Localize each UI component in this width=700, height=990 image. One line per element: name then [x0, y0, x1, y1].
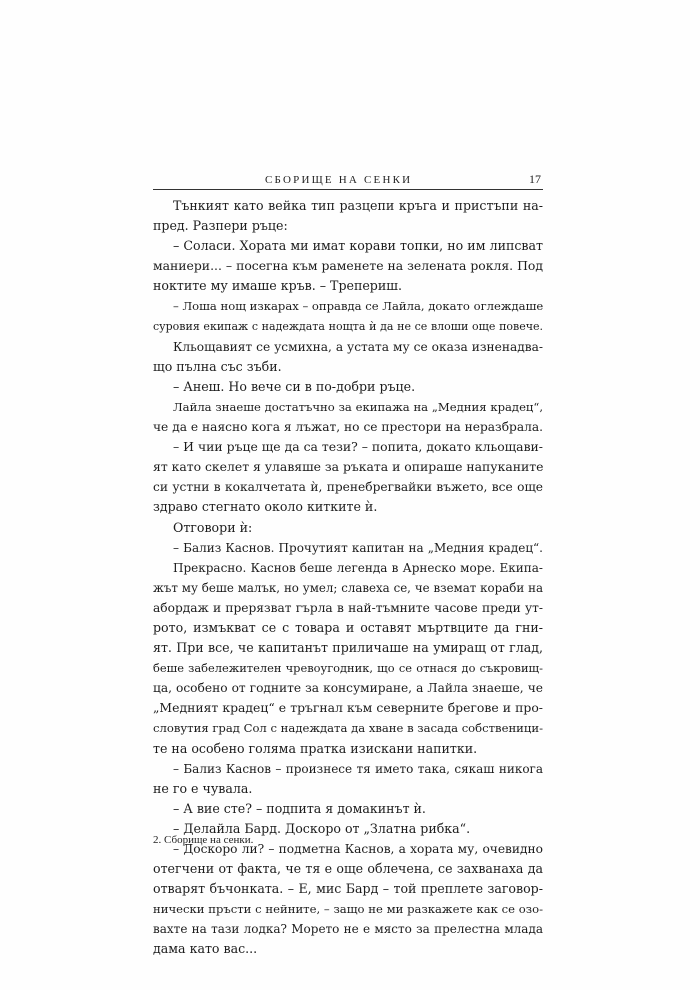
text-line: не го е чувала.	[153, 780, 253, 796]
text-line: – Лоша нощ изкарах – оправда се Лайла, докато оглеждаше	[173, 299, 544, 314]
header-rule	[153, 189, 543, 190]
text-line: нически пръсти с нейните, – защо не ми разкажете как се озо-	[153, 902, 543, 917]
text-line: жът му беше малък, но умел; славеха се, че вземат кораби на	[153, 580, 543, 595]
text-line: – Делайла Бард. Доскоро от „Златна рибка“.	[173, 820, 471, 836]
text-line: – Бализ Каснов – произнесе тя името така, сякаш никога	[173, 761, 543, 776]
text-line: дама като вас...	[153, 941, 258, 957]
text-line: здраво стегнато около китките ѝ.	[153, 499, 378, 515]
text-line: словутия град Сол с надеждата да хване в засада собственици-	[153, 721, 543, 736]
text-line: те на особено голяма пратка изискани напитки.	[153, 740, 478, 756]
text-line: „Медният крадец“ е тръгнал към северните брегове и про-	[153, 700, 543, 716]
text-line: ца, особено от годните за консумиране, а Лайла знаеше, че	[153, 681, 543, 696]
text-line: Прекрасно. Каснов беше легенда в Арнеско море. Екипа-	[173, 560, 543, 575]
running-title: СБОРИЩЕ НА СЕНКИ	[265, 174, 413, 186]
text-line: що пълна със зъби.	[153, 358, 282, 374]
text-line: Тънкият като вейка тип разцепи кръга и пристъпи на-	[173, 198, 543, 213]
text-line: че да е наясно кога я лъжат, но се престори на неразбрала.	[153, 420, 543, 435]
text-line: маниери... – посегна към раменете на зелената рокля. Под	[153, 258, 543, 274]
text-line: отварят бъчонката. – Е, мис Бард – той преплете заговор-	[153, 881, 543, 897]
text-line: – Анеш. Но вече си в по-добри ръце.	[173, 378, 416, 394]
text-line: рото, измъкват се с товара и оставят мъртвците да гни-	[153, 619, 543, 635]
text-line: ят. При все, че капитанът приличаше на умиращ от глад,	[153, 640, 543, 656]
text-line: абордаж и прерязват гърла в най-тъмните часове преди ут-	[153, 600, 543, 615]
text-line: суровия екипаж с надеждата нощта ѝ да не се влоши още повече.	[153, 319, 543, 333]
footnote: 2. Сборище на сенки.	[153, 834, 254, 846]
text-line: – Бализ Каснов. Прочутият капитан на „Медния крадец“.	[173, 540, 543, 555]
text-line: беше забележителен чревоугодник, що се отнася до съкровищ-	[153, 661, 543, 676]
text-line: отегчени от факта, че тя е още облечена, се захванаха да	[153, 861, 543, 877]
text-line: – А вие сте? – подпита я домакинът ѝ.	[173, 800, 426, 816]
text-line: ноктите му имаше кръв. – Трепериш.	[153, 278, 402, 294]
text-line: вахте на тази лодка? Морето не е място за прелестна млада	[153, 922, 543, 937]
text-line: Отговори ѝ:	[173, 519, 253, 535]
text-line: пред. Разпери ръце:	[153, 218, 288, 234]
text-line: – И чии ръце ще да са тези? – попита, докато кльощави-	[173, 439, 543, 455]
text-line: – Доскоро ли? – подметна Каснов, а хората му, очевидно	[173, 842, 543, 856]
text-line: Лайла знаеше достатъчно за екипажа на „Медния крадец“,	[173, 399, 543, 414]
text-line: ят като скелет я улавяше за ръката и опираше напуканите	[153, 459, 544, 475]
text-line: си устни в кокалчетата ѝ, пренебрегвайки въжето, все още	[153, 480, 543, 495]
text-line: – Соласи. Хората ми имат корави топки, но им липсват	[173, 238, 543, 254]
text-line: Кльощавият се усмихна, а устата му се оказа изненадва-	[173, 339, 543, 354]
page-number: 17	[529, 172, 541, 186]
running-head	[153, 172, 543, 190]
